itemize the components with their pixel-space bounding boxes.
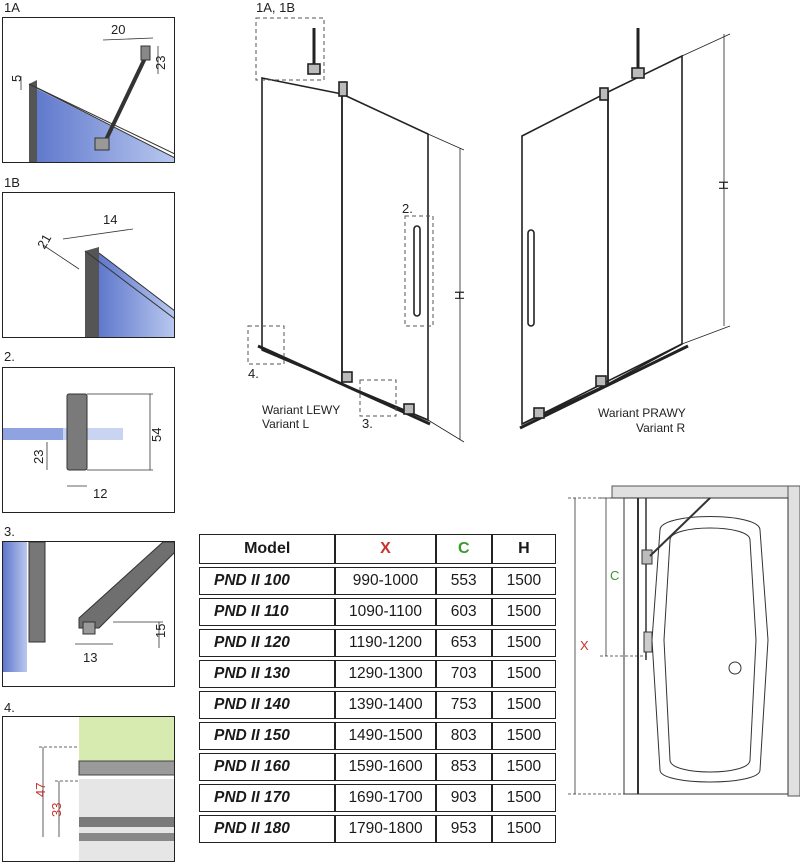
cell-c: 803 [436, 722, 492, 750]
detail-3-drawing [3, 542, 175, 687]
detail-1b-panel [2, 192, 175, 338]
left-height-label: H [452, 290, 467, 300]
cell-c: 653 [436, 629, 492, 657]
cell-h: 1500 [492, 722, 556, 750]
cell-x: 1090-1100 [335, 598, 435, 626]
dim-2-23: 23 [31, 449, 46, 464]
detail-3-label: 3. [4, 524, 15, 539]
cell-model: PND II 150 [199, 722, 335, 750]
dim-3-15: 15 [153, 623, 168, 638]
bathtub-plan [612, 486, 800, 796]
cell-x: 990-1000 [335, 567, 435, 595]
dim-2-12: 12 [93, 486, 108, 501]
table-row [199, 598, 556, 626]
dim-2-54: 54 [149, 427, 164, 442]
header-model: Model [199, 534, 335, 564]
variant-left-drawing [258, 28, 464, 442]
cell-model: PND II 160 [199, 753, 335, 781]
detail-4-label: 4. [4, 700, 15, 715]
cell-h: 1500 [492, 629, 556, 657]
cell-model: PND II 100 [199, 567, 335, 595]
detail-1a-panel [2, 17, 175, 163]
table-row [199, 753, 556, 781]
cell-x: 1290-1300 [335, 660, 435, 688]
left-caption-line1: Wariant LEWY [262, 403, 341, 417]
cell-x: 1190-1200 [335, 629, 435, 657]
header-h: H [492, 534, 556, 564]
variant-left-callouts [248, 18, 433, 416]
bathtub-x-label: X [580, 638, 589, 653]
right-caption-line2: Variant R [636, 421, 686, 435]
detail-2-panel [2, 367, 175, 513]
cell-c: 603 [436, 598, 492, 626]
dim-1b-21: 21 [34, 231, 55, 252]
cell-model: PND II 110 [199, 598, 335, 626]
cell-model: PND II 140 [199, 691, 335, 719]
right-caption-line1: Wariant PRAWY [598, 406, 686, 420]
callout-2: 2. [402, 201, 413, 216]
bathtub-c-label: C [610, 568, 620, 583]
table-header-row [199, 534, 556, 564]
detail-1b-drawing [3, 193, 175, 338]
table-row [199, 629, 556, 657]
cell-x: 1490-1500 [335, 722, 435, 750]
cell-model: PND II 130 [199, 660, 335, 688]
detail-1b-label: 1B [4, 175, 20, 190]
detail-1a-drawing [3, 18, 175, 163]
cell-c: 553 [436, 567, 492, 595]
detail-4-drawing [3, 717, 175, 862]
cell-x: 1390-1400 [335, 691, 435, 719]
detail-4-panel [2, 716, 175, 862]
cell-h: 1500 [492, 691, 556, 719]
detail-2-label: 2. [4, 349, 15, 364]
right-height-label: H [716, 180, 731, 190]
header-c: C [436, 534, 492, 564]
cell-h: 1500 [492, 660, 556, 688]
cell-h: 1500 [492, 567, 556, 595]
cell-c: 853 [436, 753, 492, 781]
cell-c: 903 [436, 784, 492, 812]
spec-table [199, 531, 556, 846]
cell-c: 953 [436, 815, 492, 843]
callout-4: 4. [248, 366, 259, 381]
cell-model: PND II 120 [199, 629, 335, 657]
table-row [199, 691, 556, 719]
table-row [199, 722, 556, 750]
cell-h: 1500 [492, 815, 556, 843]
detail-2-drawing [3, 368, 175, 513]
cell-model: PND II 180 [199, 815, 335, 843]
dim-1a-20: 20 [111, 22, 126, 37]
callout-3: 3. [362, 416, 373, 431]
bathtub-dimensions [568, 498, 646, 794]
cell-c: 703 [436, 660, 492, 688]
table-row [199, 567, 556, 595]
dim-4-33: 33 [49, 802, 64, 817]
dim-1b-14: 14 [103, 212, 118, 227]
detail-3-panel [2, 541, 175, 687]
cell-h: 1500 [492, 753, 556, 781]
table-row [199, 660, 556, 688]
cell-c: 753 [436, 691, 492, 719]
dim-3-13: 13 [83, 650, 98, 665]
table-row [199, 815, 556, 843]
dim-1a-5: 5 [9, 74, 24, 82]
detail-1a-label: 1A [4, 0, 20, 15]
cell-x: 1690-1700 [335, 784, 435, 812]
header-x: X [335, 534, 435, 564]
left-caption-line2: Variant L [262, 417, 310, 431]
table-row [199, 784, 556, 812]
cell-x: 1790-1800 [335, 815, 435, 843]
dim-1a-23: 23 [153, 55, 168, 70]
variant-right-drawing [520, 28, 730, 428]
dim-4-47: 47 [33, 782, 48, 797]
callout-1a-1b: 1A, 1B [256, 0, 296, 15]
cell-x: 1590-1600 [335, 753, 435, 781]
cell-model: PND II 170 [199, 784, 335, 812]
cell-h: 1500 [492, 598, 556, 626]
cell-h: 1500 [492, 784, 556, 812]
